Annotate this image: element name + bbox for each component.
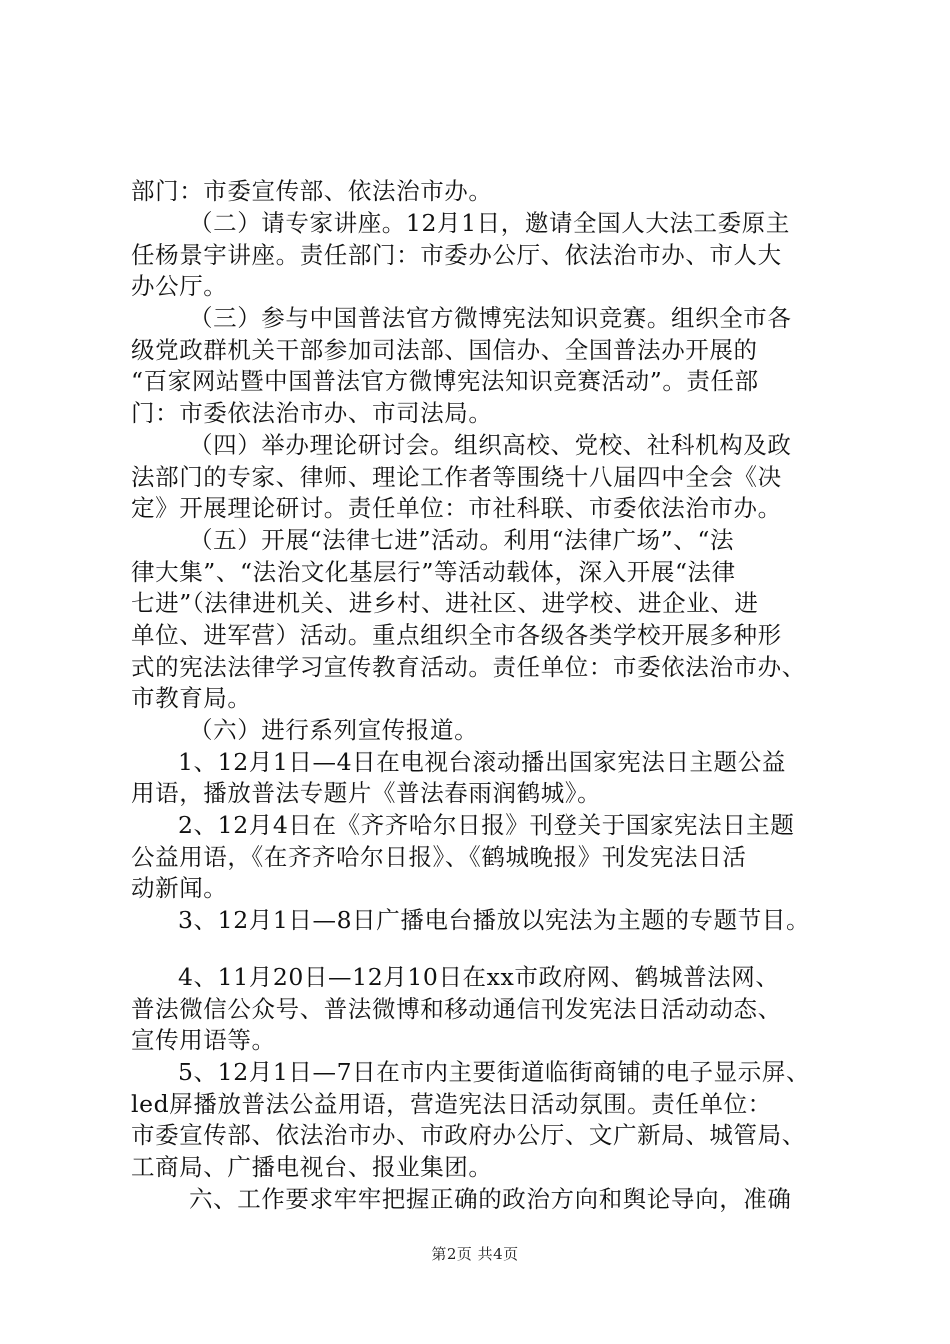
text-line: 任杨景宇讲座。责任部门：市委办公厅、依法治市办、市人大: [131, 241, 782, 269]
text-line: 动新闻。: [131, 874, 228, 902]
text-line: 单位、进军营）活动。重点组织全市各级各类学校开展多种形: [131, 621, 782, 649]
text-line: （四）举办理论研讨会。组织高校、党校、社科机构及政: [189, 431, 792, 459]
text-line: 2、12月4日在《齐齐哈尔日报》刊登关于国家宪法日主题: [178, 811, 795, 839]
text-line: 级党政群机关干部参加司法部、国信办、全国普法办开展的: [131, 336, 758, 364]
text-line: 5、12月1日—7日在市内主要街道临街商铺的电子显示屏、: [178, 1058, 811, 1086]
text-line: 1、12月1日—4日在电视台滚动播出国家宪法日主题公益: [178, 748, 786, 776]
text-line: （五）开展“法律七进”活动。利用“法律广场”、“法: [189, 526, 735, 554]
text-line: 式的宪法法律学习宣传教育活动。责任单位：市委依法治市办、: [131, 653, 806, 681]
text-line: 市教育局。: [131, 684, 252, 712]
text-line: 普法微信公众号、普法微博和移动通信刊发宪法日活动动态、: [131, 995, 782, 1023]
text-line: 办公厅。: [131, 272, 228, 300]
text-line: （三）参与中国普法官方微博宪法知识竞赛。组织全市各: [189, 304, 792, 332]
text-line: 部门：市委宣传部、依法治市办。: [131, 177, 493, 205]
text-line: 用语，播放普法专题片《普法春雨润鹤城》。: [131, 779, 602, 807]
text-line: （六）进行系列宣传报道。: [189, 716, 479, 744]
text-line: 门：市委依法治市办、市司法局。: [131, 399, 493, 427]
text-line: led屏播放普法公益用语，营造宪法日活动氛围。责任单位：: [131, 1090, 772, 1118]
text-line: 法部门的专家、律师、理论工作者等围绕十八届四中全会《决: [131, 463, 782, 491]
text-line: 3、12月1日—8日广播电台播放以宪法为主题的专题节目。: [178, 906, 811, 934]
text-line: 市委宣传部、依法治市办、市政府办公厅、文广新局、城管局、: [131, 1121, 806, 1149]
text-line: 工商局、广播电视台、报业集团。: [131, 1153, 493, 1181]
text-line: 律大集”、“法治文化基层行”等活动载体，深入开展“法律: [131, 558, 736, 586]
text-line: 七进”（法律进机关、进乡村、进社区、进学校、进企业、进: [131, 589, 759, 617]
text-line: 4、11月20日—12月10日在xx市政府网、鹤城普法网、: [178, 963, 780, 991]
text-line: 定》开展理论研讨。责任单位：市社科联、市委依法治市办。: [131, 494, 782, 522]
page-number-footer: 第2页 共4页: [431, 1245, 519, 1263]
text-line: “百家网站暨中国普法官方微博宪法知识竞赛活动”。责任部: [131, 367, 759, 395]
text-line: （二）请专家讲座。12月1日，邀请全国人大法工委原主: [189, 209, 790, 237]
text-line: 公益用语，《在齐齐哈尔日报》、《鹤城晚报》刊发宪法日活: [131, 843, 747, 871]
text-line: 宣传用语等。: [131, 1026, 276, 1054]
text-line: 六、工作要求牢牢把握正确的政治方向和舆论导向，准确: [189, 1185, 792, 1213]
